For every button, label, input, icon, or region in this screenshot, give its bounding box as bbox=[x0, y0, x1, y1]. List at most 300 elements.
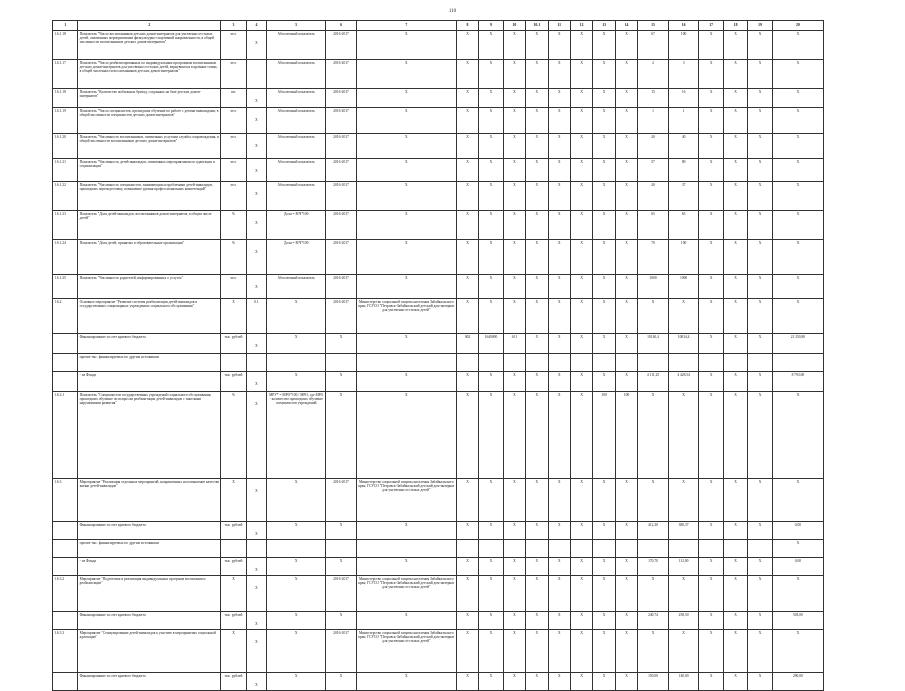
table-cell: Х bbox=[246, 558, 266, 576]
table-cell: % bbox=[221, 240, 246, 275]
row-number-cell: 1.6.1.23 bbox=[53, 211, 78, 240]
table-cell: Министерство социальной защиты населения Забайкальского края; ГСУСО "Петровск-Забайкальский детский дом-интернат для умственно отсталых детей" bbox=[356, 576, 456, 612]
table-cell: Х bbox=[479, 275, 503, 299]
table-cell: Х bbox=[699, 159, 723, 182]
table-cell: Х bbox=[479, 240, 503, 275]
table-cell: 2016-2017 bbox=[326, 240, 357, 275]
header-number-cell: 6 bbox=[326, 21, 357, 31]
table-cell: 412,30 bbox=[638, 522, 669, 540]
table-cell: Х bbox=[668, 630, 699, 673]
table-cell: Х bbox=[479, 159, 503, 182]
table-cell: Х bbox=[570, 108, 592, 134]
table-cell: Х bbox=[615, 612, 637, 630]
row-description-cell: Показатель "Численность детей-инвалидов, охваченных мероприятиями по адаптации и социализации" bbox=[78, 159, 221, 182]
header-number-cell: 1 bbox=[53, 21, 78, 31]
table-cell: 0,00 bbox=[772, 522, 823, 540]
table-cell: Х bbox=[668, 576, 699, 612]
table-cell: Х bbox=[526, 299, 548, 334]
row-description-cell: прочие тыс. финансируемых по другим источникам bbox=[78, 540, 221, 558]
table-row bbox=[53, 522, 824, 540]
table-cell: Х bbox=[503, 60, 525, 89]
header-number-cell: 14 bbox=[615, 21, 637, 31]
row-number-cell: 1.6.3.2 bbox=[53, 576, 78, 612]
table-cell: 2016-2017 bbox=[326, 479, 357, 522]
table-cell: Х bbox=[326, 334, 357, 354]
table-row bbox=[53, 108, 824, 134]
table-cell: Х bbox=[246, 334, 266, 354]
table-row bbox=[53, 299, 824, 334]
table-cell: Х bbox=[526, 31, 548, 60]
table-cell: Абсолютный показатель bbox=[267, 134, 326, 159]
table-cell: Х bbox=[723, 159, 747, 182]
table-cell: шт. bbox=[221, 89, 246, 108]
table-cell: Х bbox=[593, 60, 615, 89]
table-cell: Х bbox=[748, 372, 772, 392]
table-cell: 1000 bbox=[668, 275, 699, 299]
table-cell: 4 111,25 bbox=[638, 372, 669, 392]
header-number-cell: 17 bbox=[699, 21, 723, 31]
table-cell: 2016-2017 bbox=[326, 275, 357, 299]
table-cell: Х bbox=[267, 673, 326, 691]
row-description-cell: Мероприятие "Стимулирование детей-инвалидов к участию в мероприятиях социальной адаптации" bbox=[78, 630, 221, 673]
table-row bbox=[53, 334, 824, 354]
table-cell: Х bbox=[267, 372, 326, 392]
table-cell bbox=[548, 540, 570, 558]
table-cell: Х bbox=[456, 372, 478, 392]
table-cell bbox=[246, 540, 266, 558]
table-cell: Х bbox=[699, 240, 723, 275]
row-description-cell: Показатель "Специалистов государственных учреждений социального обслуживания, прошедших обучение по вопросам реабилитации детей-инвалидов с тяжелыми нарушениями развития" bbox=[78, 392, 221, 479]
table-cell: Х bbox=[246, 182, 266, 211]
table-cell: 2016-2017 bbox=[326, 89, 357, 108]
table-cell: Х bbox=[593, 673, 615, 691]
table-cell: Х bbox=[748, 392, 772, 479]
table-cell: чел. bbox=[221, 134, 246, 159]
table-cell: % bbox=[221, 392, 246, 479]
table-cell: Х bbox=[615, 479, 637, 522]
table-cell: Х bbox=[723, 334, 747, 354]
table-cell: Х bbox=[456, 275, 478, 299]
row-description-cell: Показатель "Число реабилитированных по индивидуальным программам воспитанников детских домов-интернатов для умственно отсталых детей, вернувшихся в кровные семьи, в общей численности воспитанников детских домов-интернатов" bbox=[78, 60, 221, 89]
table-cell: Х bbox=[246, 240, 266, 275]
table-cell: Х bbox=[748, 134, 772, 159]
table-cell: Х bbox=[503, 89, 525, 108]
table-cell: % bbox=[221, 211, 246, 240]
table-cell: чел. bbox=[221, 31, 246, 60]
table-cell: Х bbox=[593, 108, 615, 134]
table-row bbox=[53, 211, 824, 240]
table-cell: 1640000 bbox=[479, 334, 503, 354]
table-cell: Х bbox=[456, 558, 478, 576]
row-description-cell: Показатель "Число воспитанников детских домов-интернатов для умственно отсталых детей, охваченных мероприятиями физкультурно-спортивной направленности, в общей численности воспитанников детских домов-интернатов" bbox=[78, 31, 221, 60]
table-cell: 8 793,00 bbox=[772, 372, 823, 392]
table-cell: Х bbox=[548, 392, 570, 479]
table-cell: Х bbox=[479, 31, 503, 60]
table-cell: Х bbox=[548, 479, 570, 522]
row-number-cell: 1.6.1.21 bbox=[53, 159, 78, 182]
table-cell: Х bbox=[246, 89, 266, 108]
table-cell: 10034,4 bbox=[668, 334, 699, 354]
table-cell: Х bbox=[593, 558, 615, 576]
table-cell: Х bbox=[699, 576, 723, 612]
row-description-cell: Показатель "Доля детей, принятых в образовательные организации" bbox=[78, 240, 221, 275]
table-cell: Х bbox=[503, 159, 525, 182]
table-cell: Х bbox=[356, 134, 456, 159]
row-number-cell: 1.6.1.24 bbox=[53, 240, 78, 275]
table-cell: Х bbox=[356, 392, 456, 479]
table-cell: Х bbox=[326, 558, 357, 576]
table-cell: Х bbox=[570, 334, 592, 354]
table-cell: Х bbox=[456, 182, 478, 211]
table-cell: Х bbox=[570, 558, 592, 576]
table-cell: Х bbox=[548, 673, 570, 691]
row-description-cell: Финансирование за счет краевого бюджета bbox=[78, 612, 221, 630]
table-cell: Х bbox=[246, 159, 266, 182]
header-number-cell: 8 bbox=[456, 21, 478, 31]
table-cell: Х bbox=[479, 372, 503, 392]
table-cell: 65 bbox=[638, 211, 669, 240]
table-cell: Х bbox=[267, 334, 326, 354]
header-number-cell: 20 bbox=[772, 21, 823, 31]
table-cell bbox=[221, 354, 246, 372]
table-cell: Х bbox=[267, 558, 326, 576]
header-number-cell: 10 bbox=[503, 21, 525, 31]
table-cell: 2016-2017 bbox=[326, 630, 357, 673]
table-cell bbox=[723, 354, 747, 372]
table-cell: 2016-2017 bbox=[326, 134, 357, 159]
row-number-cell: 1.6.1.20 bbox=[53, 134, 78, 159]
table-cell: 0,00 bbox=[772, 558, 823, 576]
table-cell: Х bbox=[748, 630, 772, 673]
row-description-cell: - из Фонда bbox=[78, 372, 221, 392]
table-cell: Х bbox=[593, 31, 615, 60]
table-cell: Х bbox=[699, 108, 723, 134]
table-cell: Х bbox=[699, 134, 723, 159]
table-row bbox=[53, 275, 824, 299]
table-cell: Х bbox=[503, 372, 525, 392]
table-row bbox=[53, 558, 824, 576]
table-cell: Х bbox=[503, 182, 525, 211]
table-cell: 2016-2017 bbox=[326, 299, 357, 334]
table-cell: Х bbox=[638, 479, 669, 522]
row-number-cell bbox=[53, 558, 78, 576]
table-cell: Х bbox=[593, 334, 615, 354]
table-cell: Х bbox=[456, 479, 478, 522]
table-cell: 2 bbox=[638, 60, 669, 89]
table-cell: Х bbox=[526, 372, 548, 392]
table-cell: Х bbox=[526, 612, 548, 630]
table-cell: Х bbox=[267, 299, 326, 334]
table-cell: Х bbox=[748, 673, 772, 691]
table-cell: Х bbox=[503, 612, 525, 630]
table-cell: Х bbox=[246, 522, 266, 540]
table-cell: Х bbox=[356, 334, 456, 354]
table-cell: Х bbox=[699, 60, 723, 89]
table-cell: Х bbox=[479, 576, 503, 612]
table-cell: Х bbox=[748, 522, 772, 540]
table-cell bbox=[326, 354, 357, 372]
row-description-cell: - из Фонда bbox=[78, 558, 221, 576]
table-cell: Х bbox=[479, 134, 503, 159]
table-cell bbox=[267, 354, 326, 372]
table-cell: Х bbox=[479, 612, 503, 630]
table-cell: Х bbox=[548, 108, 570, 134]
table-cell bbox=[221, 540, 246, 558]
table-cell bbox=[456, 540, 478, 558]
table-cell: Х bbox=[748, 275, 772, 299]
table-cell: Х bbox=[615, 576, 637, 612]
table-cell: Х bbox=[699, 334, 723, 354]
table-row bbox=[53, 134, 824, 159]
row-number-cell: 1.6.1.17 bbox=[53, 60, 78, 89]
table-cell: Х bbox=[456, 673, 478, 691]
row-number-cell: 1.6.2.1 bbox=[53, 392, 78, 479]
table-cell: Х bbox=[699, 522, 723, 540]
table-cell: 16 bbox=[668, 89, 699, 108]
table-cell: Х bbox=[570, 60, 592, 89]
table-cell: Х bbox=[267, 576, 326, 612]
header-number-cell: 16 bbox=[668, 21, 699, 31]
table-cell: Х bbox=[570, 372, 592, 392]
table-cell: Х bbox=[699, 211, 723, 240]
table-cell: Х bbox=[615, 558, 637, 576]
table-cell: Х bbox=[699, 275, 723, 299]
table-cell bbox=[503, 354, 525, 372]
table-cell: Х bbox=[723, 240, 747, 275]
table-cell: Х bbox=[748, 108, 772, 134]
table-cell: Министерство социальной защиты населения Забайкальского края; ГСУСО "Петровск-Забайкальский детский дом-интернат для умственно отсталых детей" bbox=[356, 479, 456, 522]
table-cell: Абсолютный показатель bbox=[267, 159, 326, 182]
table-cell bbox=[723, 540, 747, 558]
table-cell: Х bbox=[479, 392, 503, 479]
table-cell: Х bbox=[246, 673, 266, 691]
table-cell: 240,74 bbox=[638, 612, 669, 630]
table-cell: тыс. рублей bbox=[221, 334, 246, 354]
table-cell: Х bbox=[503, 673, 525, 691]
table-cell: Х bbox=[570, 89, 592, 108]
table-cell: Х bbox=[593, 211, 615, 240]
table-cell: 2016-2017 bbox=[326, 108, 357, 134]
table-cell bbox=[246, 354, 266, 372]
table-cell: 1000 bbox=[638, 275, 669, 299]
table-cell: Х bbox=[748, 211, 772, 240]
table-cell: Х bbox=[699, 630, 723, 673]
table-cell: Х bbox=[246, 479, 266, 522]
table-cell: Х bbox=[593, 372, 615, 392]
table-cell: Х bbox=[456, 630, 478, 673]
header-number-cell: 10.1 bbox=[526, 21, 548, 31]
table-cell: МРУ* = МРО*100 / МРО, где МРО - количество прошедших обучение специалистов учреждений bbox=[267, 392, 326, 479]
table-cell: 100 bbox=[668, 31, 699, 60]
table-cell: Х bbox=[723, 479, 747, 522]
table-cell: Х bbox=[615, 522, 637, 540]
table-cell: Х bbox=[503, 240, 525, 275]
page-number: 110 bbox=[448, 9, 457, 14]
table-cell: Абсолютный показатель bbox=[267, 182, 326, 211]
table-row bbox=[53, 630, 824, 673]
table-cell: Х bbox=[479, 558, 503, 576]
row-description-cell: Финансирование за счет краевого бюджета bbox=[78, 334, 221, 354]
row-number-cell bbox=[53, 354, 78, 372]
table-cell: Х bbox=[593, 182, 615, 211]
table-cell: Х bbox=[526, 479, 548, 522]
table-cell: 2016-2017 bbox=[326, 31, 357, 60]
table-cell: Х bbox=[503, 31, 525, 60]
table-cell: Х bbox=[723, 89, 747, 108]
table-cell: Х bbox=[570, 630, 592, 673]
table-cell: Х bbox=[668, 479, 699, 522]
table-cell bbox=[668, 354, 699, 372]
table-cell: Х bbox=[526, 159, 548, 182]
table-cell: Х bbox=[526, 392, 548, 479]
table-cell: Х bbox=[267, 522, 326, 540]
header-number-cell: 7 bbox=[356, 21, 456, 31]
table-cell: Х bbox=[356, 182, 456, 211]
table-cell: Х bbox=[356, 159, 456, 182]
table-cell bbox=[503, 540, 525, 558]
table-cell: 380,37 bbox=[668, 522, 699, 540]
table-cell: Х bbox=[456, 612, 478, 630]
program-table-sheet bbox=[52, 20, 824, 687]
table-cell: Х bbox=[615, 89, 637, 108]
table-cell: Х bbox=[593, 522, 615, 540]
table-cell: Х bbox=[548, 299, 570, 334]
table-cell bbox=[326, 540, 357, 558]
table-cell: Х bbox=[548, 211, 570, 240]
table-cell: 100 bbox=[615, 392, 637, 479]
table-cell: Х bbox=[456, 299, 478, 334]
row-description-cell: Финансирование за счет краевого бюджета bbox=[78, 673, 221, 691]
table-cell: Х bbox=[615, 673, 637, 691]
table-cell: Х bbox=[456, 108, 478, 134]
table-cell bbox=[638, 354, 669, 372]
table-cell: Х bbox=[356, 31, 456, 60]
table-cell: 2016-2017 bbox=[326, 60, 357, 89]
table-cell bbox=[699, 540, 723, 558]
table-cell: Х bbox=[593, 134, 615, 159]
table-cell: Х bbox=[479, 182, 503, 211]
table-row bbox=[53, 576, 824, 612]
table-cell: Х bbox=[723, 522, 747, 540]
table-row bbox=[53, 60, 824, 89]
table-row bbox=[53, 159, 824, 182]
table-cell: Х bbox=[772, 134, 823, 159]
table-cell: Х bbox=[593, 630, 615, 673]
table-cell: Х bbox=[526, 576, 548, 612]
table-cell: Х bbox=[570, 576, 592, 612]
header-number-cell: 13 bbox=[593, 21, 615, 31]
row-number-cell: 1.6.3 bbox=[53, 479, 78, 522]
table-cell: Х bbox=[570, 479, 592, 522]
table-cell: чел. bbox=[221, 159, 246, 182]
table-cell: Х bbox=[548, 134, 570, 159]
row-description-cell: Мероприятие "Реализация отдельных мероприятий, направленных на повышение качества жизни детей-инвалидов" bbox=[78, 479, 221, 522]
table-cell: Х bbox=[548, 612, 570, 630]
table-cell bbox=[699, 354, 723, 372]
table-cell: Х bbox=[479, 479, 503, 522]
table-cell: Х bbox=[246, 108, 266, 134]
table-cell: Х bbox=[503, 392, 525, 479]
table-cell: Х bbox=[246, 211, 266, 240]
table-row bbox=[53, 354, 824, 372]
table-cell: Х bbox=[526, 275, 548, 299]
table-cell: Х bbox=[526, 89, 548, 108]
table-cell: Х bbox=[548, 159, 570, 182]
table-cell: Х bbox=[748, 159, 772, 182]
table-cell: Х bbox=[593, 612, 615, 630]
table-cell: 20 bbox=[638, 182, 669, 211]
table-cell: Доля = В/Ч*100 bbox=[267, 211, 326, 240]
table-cell: Х bbox=[526, 108, 548, 134]
table-cell: Х bbox=[772, 182, 823, 211]
row-description-cell: Показатель "Численность специалистов, занимающихся проблемами детей-инвалидов, прошедших переподготовку, повышение уровня профессиональных компетенций" bbox=[78, 182, 221, 211]
table-cell: Х bbox=[699, 89, 723, 108]
table-cell: Х bbox=[723, 630, 747, 673]
table-cell: Х bbox=[479, 299, 503, 334]
table-cell bbox=[526, 540, 548, 558]
table-row bbox=[53, 372, 824, 392]
table-cell: 2016-2017 bbox=[326, 159, 357, 182]
table-cell: Х bbox=[479, 673, 503, 691]
table-cell: Х bbox=[548, 89, 570, 108]
table-cell: Х bbox=[246, 630, 266, 673]
header-number-cell: 18 bbox=[723, 21, 747, 31]
table-cell: Х bbox=[526, 334, 548, 354]
row-number-cell: 1.6.1.19 bbox=[53, 108, 78, 134]
table-cell: Х bbox=[723, 299, 747, 334]
table-cell: 503,00 bbox=[772, 612, 823, 630]
table-cell: Х bbox=[668, 299, 699, 334]
table-cell: тыс. рублей bbox=[221, 612, 246, 630]
table-cell bbox=[479, 354, 503, 372]
table-cell: Х bbox=[615, 275, 637, 299]
table-row bbox=[53, 540, 824, 558]
table-cell: Х bbox=[593, 240, 615, 275]
table-cell: Х bbox=[356, 60, 456, 89]
table-cell: 2016-2017 bbox=[326, 182, 357, 211]
table-cell: Х bbox=[526, 522, 548, 540]
table-cell: Х bbox=[526, 211, 548, 240]
table-cell: Х bbox=[570, 240, 592, 275]
table-cell: Х bbox=[772, 540, 823, 558]
table-cell: 40 bbox=[668, 134, 699, 159]
table-cell: Х bbox=[570, 673, 592, 691]
table-cell: Х bbox=[267, 630, 326, 673]
table-cell: Министерство социальной защиты населения Забайкальского края; ГСУСО "Петровск-Забайкальский детский дом-интернат для умственно отсталых детей" bbox=[356, 299, 456, 334]
row-description-cell: Показатель "Численность воспитанников, охваченных услугами службы сопровождения, в общей численности воспитанников детских домов-интернатов" bbox=[78, 134, 221, 159]
table-cell: Х bbox=[615, 630, 637, 673]
table-cell: Х bbox=[356, 108, 456, 134]
row-number-cell bbox=[53, 612, 78, 630]
table-cell: Х bbox=[615, 134, 637, 159]
table-cell: Х bbox=[699, 558, 723, 576]
table-cell: Х bbox=[748, 479, 772, 522]
row-number-cell bbox=[53, 372, 78, 392]
table-cell: Х bbox=[638, 576, 669, 612]
table-cell: тыс. рублей bbox=[221, 673, 246, 691]
table-cell: 21 250,80 bbox=[772, 334, 823, 354]
table-cell: 1 bbox=[668, 108, 699, 134]
table-cell bbox=[593, 540, 615, 558]
table-cell: Абсолютный показатель bbox=[267, 108, 326, 134]
table-cell: Х bbox=[356, 558, 456, 576]
table-cell: Х bbox=[570, 182, 592, 211]
row-number-cell bbox=[53, 334, 78, 354]
table-cell: чел. bbox=[221, 108, 246, 134]
table-cell bbox=[748, 354, 772, 372]
table-cell: 4 428,54 bbox=[668, 372, 699, 392]
table-cell: тыс. рублей bbox=[221, 522, 246, 540]
